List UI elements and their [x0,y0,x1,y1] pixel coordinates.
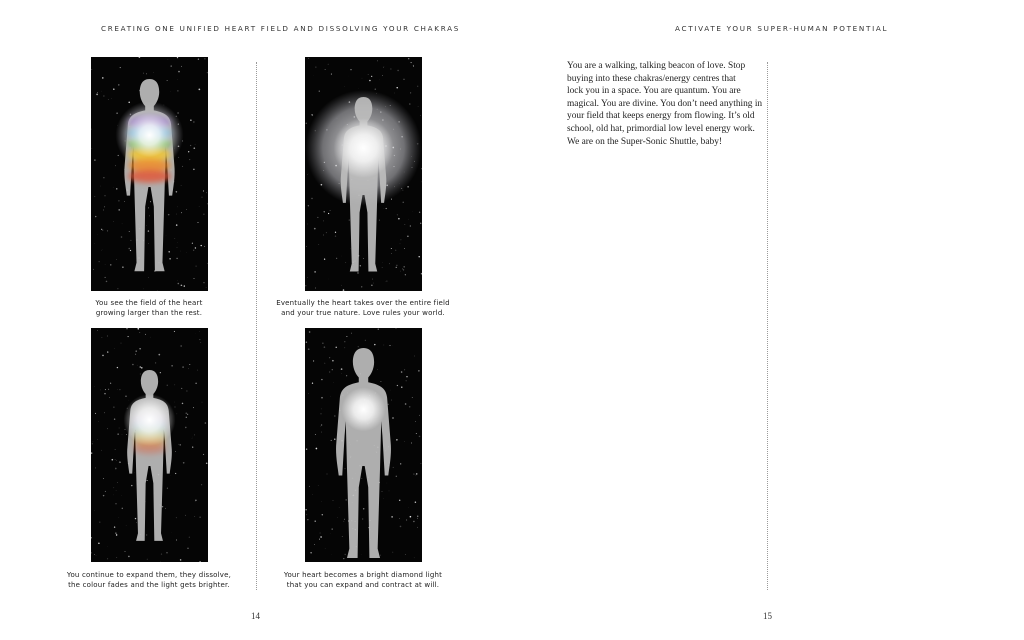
body-line: magical. You are divine. You don’t need anything in [567,98,763,109]
illustration-svg [305,57,422,291]
figure-panel-heart-entire-field [305,57,422,291]
figure-caption-4 [268,570,458,590]
caption-line: the colour fades and the light gets brighter. [68,581,230,589]
caption-line: You see the field of the heart [95,299,203,307]
body-line: school, old hat, primordial low level energy work. [567,123,755,134]
caption-line: that you can expand and contract at will. [286,581,440,589]
figure-caption-3 [54,570,244,590]
figure-panel-heart-growing [91,57,208,291]
heart-light [334,118,394,178]
body-line: You are a walking, talking beacon of love. Stop [567,61,746,71]
illustration-svg [91,328,208,562]
heart-light [128,113,172,157]
body-line: buying into these chakras/energy centres that [567,73,736,84]
heart-light [124,394,176,446]
left-column-divider [256,62,257,590]
caption-line: You continue to expand them, they dissolve, [66,571,232,579]
caption-line: Your heart becomes a bright diamond light [283,571,443,579]
page-number-right: 15 [763,611,772,621]
illustration-svg [91,57,208,291]
heart-light [342,387,386,431]
right-running-head: ACTIVATE YOUR SUPER-HUMAN POTENTIAL [675,24,889,33]
figure-panel-colours-fading [91,328,208,562]
figure-caption-2 [268,298,458,318]
right-column-divider [767,62,768,590]
page-number-left: 14 [251,611,260,621]
caption-line: Eventually the heart takes over the entire field [276,299,450,307]
body-line: lock you in a space. You are quantum. You are [567,86,741,97]
body-line: We are on the Super-Sonic Shuttle, baby! [567,136,723,147]
figure-panel-diamond-light [305,328,422,562]
illustration-svg [305,328,422,562]
body-line: your field that keeps energy from flowing. It’s old [567,111,755,122]
figure-caption-1 [54,298,244,318]
body-paragraph [567,60,763,148]
left-running-head: CREATING ONE UNIFIED HEART FIELD AND DISSOLVING YOUR CHAKRAS [101,24,460,33]
caption-line: growing larger than the rest. [95,309,203,317]
caption-line: and your true nature. Love rules your world. [281,309,445,317]
